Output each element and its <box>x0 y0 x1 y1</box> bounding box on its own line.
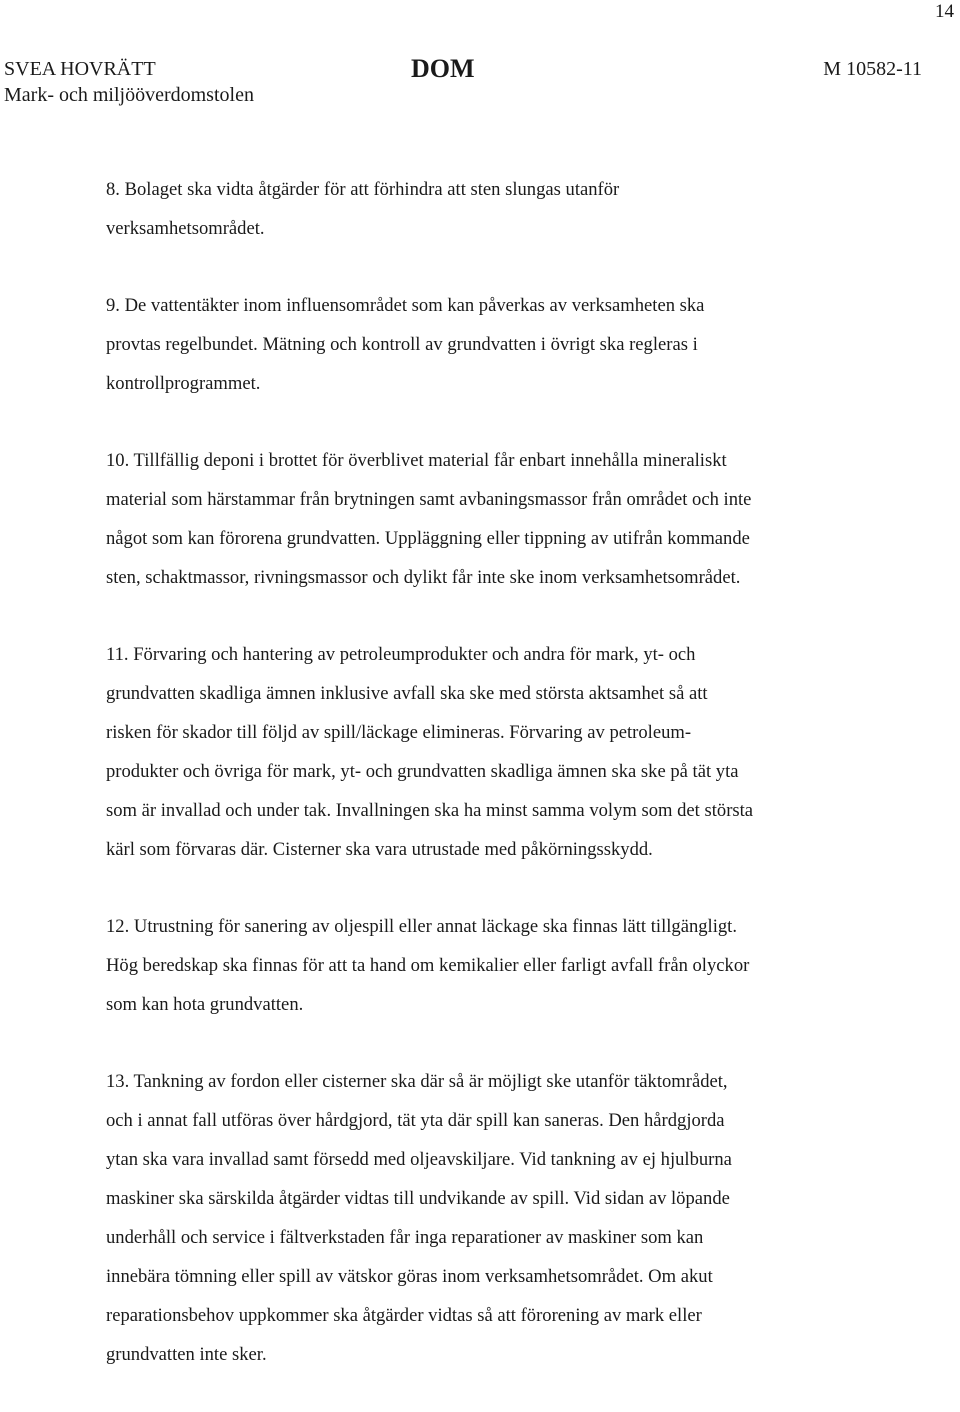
text-line: grundvatten skadliga ämnen inklusive avfall ska ske med största aktsamhet så att <box>106 683 708 704</box>
text-line: provtas regelbundet. Mätning och kontroll av grundvatten i övrigt ska regleras i <box>106 334 698 355</box>
text-line: som är invallad och under tak. Invallningen ska ha minst samma volym som det största <box>106 800 754 821</box>
paragraph-11 <box>106 635 906 869</box>
paragraph-13 <box>106 1062 906 1374</box>
text-line: risken för skador till följd av spill/läckage elimineras. Förvaring av petroleum- <box>106 722 692 743</box>
text-line: något som kan förorena grundvatten. Uppläggning eller tippning av utifrån kommande <box>106 528 750 549</box>
text-line: 8. Bolaget ska vidta åtgärder för att förhindra att sten slungas utanför <box>106 179 620 200</box>
text-line: 10. Tillfällig deponi i brottet för överblivet material får enbart innehålla mineraliskt <box>106 450 727 471</box>
text-line: kärl som förvaras där. Cisterner ska vara utrustade med påkörningsskydd. <box>106 839 653 860</box>
text-line: 13. Tankning av fordon eller cisterner ska där så är möjligt ske utanför täktområdet, <box>106 1071 728 1092</box>
document-body <box>106 170 906 1412</box>
text-line: grundvatten inte sker. <box>106 1344 267 1365</box>
text-line: kontrollprogrammet. <box>106 373 261 394</box>
text-line: som kan hota grundvatten. <box>106 994 304 1015</box>
document-type: DOM <box>411 54 475 83</box>
text-line: sten, schaktmassor, rivningsmassor och dylikt får inte ske inom verksamhetsområdet. <box>106 567 741 588</box>
paragraph-8 <box>106 170 906 248</box>
text-line: 12. Utrustning för sanering av oljespill eller annat läckage ska finnas lätt tillgängligt. <box>106 916 737 937</box>
page-number: 14 <box>935 1 954 22</box>
text-line: produkter och övriga för mark, yt- och grundvatten skadliga ämnen ska ske på tät yta <box>106 761 739 782</box>
text-line: 11. Förvaring och hantering av petroleumprodukter och andra för mark, yt- och <box>106 644 696 665</box>
court-division: Mark- och miljööverdomstolen <box>4 84 254 106</box>
text-line: 9. De vattentäkter inom influensområdet som kan påverkas av verksamheten ska <box>106 295 705 316</box>
text-line: reparationsbehov uppkommer ska åtgärder vidtas så att förorening av mark eller <box>106 1305 702 1326</box>
paragraph-10 <box>106 441 906 597</box>
text-line: Hög beredskap ska finnas för att ta hand om kemikalier eller farligt avfall från olyckor <box>106 955 750 976</box>
header-court-block <box>4 56 254 108</box>
text-line: verksamhetsområdet. <box>106 218 265 239</box>
court-name: SVEA HOVRÄTT <box>4 58 156 80</box>
text-line: och i annat fall utföras över hårdgjord, tät yta där spill kan saneras. Den hårdgjorda <box>106 1110 725 1131</box>
text-line: underhåll och service i fältverkstaden får inga reparationer av maskiner som kan <box>106 1227 704 1248</box>
text-line: ytan ska vara invallad samt försedd med oljeavskiljare. Vid tankning av ej hjulburna <box>106 1149 732 1170</box>
text-line: maskiner ska särskilda åtgärder vidtas till undvikande av spill. Vid sidan av löpande <box>106 1188 730 1209</box>
text-line: material som härstammar från brytningen samt avbaningsmassor från området och inte <box>106 489 752 510</box>
case-number: M 10582-11 <box>823 58 922 80</box>
paragraph-12 <box>106 907 906 1024</box>
paragraph-9 <box>106 286 906 403</box>
text-line: innebära tömning eller spill av vätskor göras inom verksamhetsområdet. Om akut <box>106 1266 713 1287</box>
